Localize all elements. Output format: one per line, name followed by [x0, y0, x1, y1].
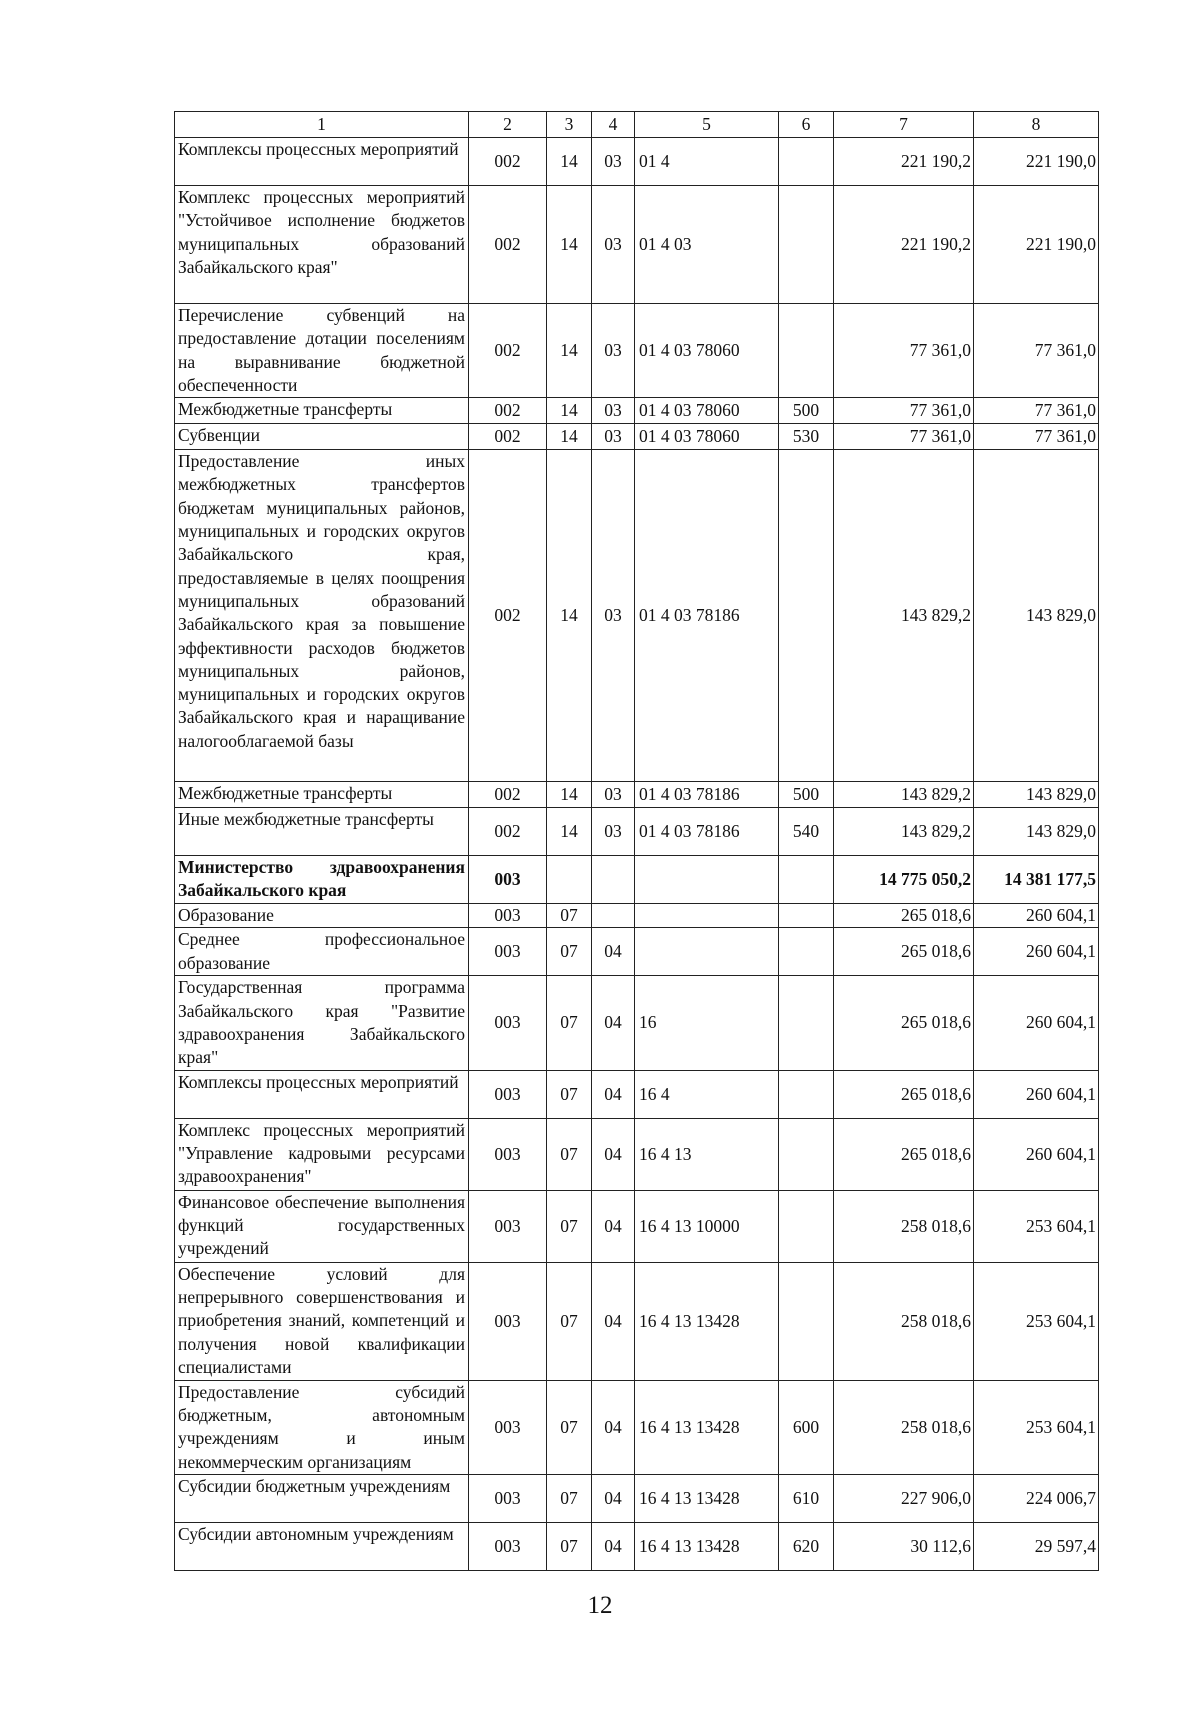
row-cell-4: 04: [592, 1522, 635, 1570]
row-cell-5: 01 4 03 78060: [635, 424, 779, 450]
row-cell-6: 530: [779, 424, 834, 450]
row-name-cell: Межбюджетные трансферты: [175, 782, 469, 808]
row-cell-8: 221 190,0: [974, 186, 1099, 304]
row-cell-8: 14 381 177,5: [974, 856, 1099, 904]
row-cell-6: [779, 450, 834, 782]
row-cell-7: 265 018,6: [834, 1070, 974, 1118]
row-cell-6: 500: [779, 782, 834, 808]
table-row: [175, 424, 1099, 450]
row-cell-7: 77 361,0: [834, 304, 974, 398]
row-cell-5: 01 4 03 78186: [635, 450, 779, 782]
row-cell-8: 260 604,1: [974, 1118, 1099, 1190]
row-cell-8: 253 604,1: [974, 1190, 1099, 1262]
row-cell-7: 77 361,0: [834, 424, 974, 450]
row-cell-5: 01 4 03 78060: [635, 398, 779, 424]
row-cell-3: 07: [547, 1474, 592, 1522]
row-cell-3: 07: [547, 1380, 592, 1474]
header-row: [175, 112, 1099, 138]
row-cell-8: 77 361,0: [974, 398, 1099, 424]
table-row: [175, 450, 1099, 782]
row-cell-8: 143 829,0: [974, 808, 1099, 856]
row-cell-2: 002: [469, 782, 547, 808]
row-cell-3: 14: [547, 450, 592, 782]
row-cell-7: 258 018,6: [834, 1380, 974, 1474]
row-cell-6: [779, 1262, 834, 1380]
row-cell-4: 03: [592, 186, 635, 304]
row-cell-2: 002: [469, 304, 547, 398]
row-name-cell: Субвенции: [175, 424, 469, 450]
row-cell-5: 01 4 03 78186: [635, 808, 779, 856]
row-cell-6: 610: [779, 1474, 834, 1522]
row-cell-5: 16 4 13 13428: [635, 1474, 779, 1522]
row-name-cell: Государственная программа Забайкальского края "Развитие здравоохранения Забайкальского края": [175, 976, 469, 1070]
row-cell-4: 03: [592, 304, 635, 398]
row-cell-3: 07: [547, 904, 592, 928]
row-cell-5: 16 4 13: [635, 1118, 779, 1190]
row-cell-6: [779, 1070, 834, 1118]
table-row: [175, 1474, 1099, 1522]
header-cell-4: 4: [592, 112, 635, 138]
row-cell-6: [779, 928, 834, 976]
row-cell-8: 224 006,7: [974, 1474, 1099, 1522]
row-cell-5: [635, 928, 779, 976]
row-cell-6: [779, 186, 834, 304]
table-row: [175, 138, 1099, 186]
row-cell-6: [779, 976, 834, 1070]
row-cell-7: 258 018,6: [834, 1262, 974, 1380]
row-cell-8: 221 190,0: [974, 138, 1099, 186]
row-cell-7: 258 018,6: [834, 1190, 974, 1262]
header-cell-2: 2: [469, 112, 547, 138]
row-cell-6: [779, 1190, 834, 1262]
row-cell-4: 04: [592, 1070, 635, 1118]
row-cell-3: 14: [547, 782, 592, 808]
header-cell-5: 5: [635, 112, 779, 138]
row-cell-2: 003: [469, 928, 547, 976]
row-cell-5: 01 4: [635, 138, 779, 186]
row-cell-6: [779, 856, 834, 904]
table-row: [175, 976, 1099, 1070]
row-name-cell: Предоставление субсидий бюджетным, автономным учреждениям и иным некоммерческим организациям: [175, 1380, 469, 1474]
table-row: [175, 304, 1099, 398]
row-cell-6: [779, 1118, 834, 1190]
row-cell-4: 04: [592, 1380, 635, 1474]
row-cell-2: 003: [469, 1070, 547, 1118]
row-cell-8: 260 604,1: [974, 1070, 1099, 1118]
row-cell-2: 003: [469, 1380, 547, 1474]
row-name-cell: Субсидии автономным учреждениям: [175, 1522, 469, 1570]
row-cell-3: 07: [547, 1070, 592, 1118]
table-row: [175, 1070, 1099, 1118]
table-row: [175, 1522, 1099, 1570]
row-cell-2: 003: [469, 976, 547, 1070]
table-row: [175, 928, 1099, 976]
row-cell-7: 265 018,6: [834, 1118, 974, 1190]
table-row: [175, 782, 1099, 808]
row-cell-8: 260 604,1: [974, 928, 1099, 976]
row-cell-8: 29 597,4: [974, 1522, 1099, 1570]
row-cell-2: 003: [469, 1190, 547, 1262]
table-row: [175, 1190, 1099, 1262]
row-cell-6: 620: [779, 1522, 834, 1570]
row-cell-4: 04: [592, 1474, 635, 1522]
row-cell-5: [635, 856, 779, 904]
row-cell-7: 265 018,6: [834, 976, 974, 1070]
header-cell-6: 6: [779, 112, 834, 138]
row-cell-3: 07: [547, 1118, 592, 1190]
row-name-cell: Комплекс процессных мероприятий "Устойчивое исполнение бюджетов муниципальных образований Забайкальского края": [175, 186, 469, 304]
row-name-cell: Комплекс процессных мероприятий "Управление кадровыми ресурсами здравоохранения": [175, 1118, 469, 1190]
row-name-cell: Среднее профессиональное образование: [175, 928, 469, 976]
row-cell-4: 04: [592, 1118, 635, 1190]
row-name-cell: Министерство здравоохранения Забайкальского края: [175, 856, 469, 904]
row-cell-2: 003: [469, 856, 547, 904]
row-cell-4: 03: [592, 424, 635, 450]
row-cell-3: 14: [547, 186, 592, 304]
row-cell-3: 07: [547, 1522, 592, 1570]
row-name-cell: Обеспечение условий для непрерывного совершенствования и приобретения знаний, компетенций и получения новой квалификации специалистами: [175, 1262, 469, 1380]
row-cell-3: 07: [547, 1262, 592, 1380]
row-cell-7: 143 829,2: [834, 808, 974, 856]
row-cell-2: 003: [469, 904, 547, 928]
row-cell-2: 002: [469, 138, 547, 186]
row-cell-3: 14: [547, 304, 592, 398]
header-cell-7: 7: [834, 112, 974, 138]
row-cell-4: 04: [592, 1262, 635, 1380]
row-cell-5: 16 4 13 10000: [635, 1190, 779, 1262]
row-cell-7: 265 018,6: [834, 928, 974, 976]
row-cell-2: 003: [469, 1118, 547, 1190]
table-row: [175, 1262, 1099, 1380]
table-row: [175, 1118, 1099, 1190]
row-cell-7: 221 190,2: [834, 186, 974, 304]
header-cell-3: 3: [547, 112, 592, 138]
row-name-cell: Комплексы процессных мероприятий: [175, 138, 469, 186]
row-cell-4: 04: [592, 976, 635, 1070]
row-cell-5: 01 4 03 78186: [635, 782, 779, 808]
row-cell-7: 143 829,2: [834, 782, 974, 808]
row-cell-3: [547, 856, 592, 904]
header-cell-8: 8: [974, 112, 1099, 138]
row-cell-3: 14: [547, 398, 592, 424]
row-name-cell: Финансовое обеспечение выполнения функций государственных учреждений: [175, 1190, 469, 1262]
row-name-cell: Субсидии бюджетным учреждениям: [175, 1474, 469, 1522]
row-cell-7: 77 361,0: [834, 398, 974, 424]
row-cell-8: 77 361,0: [974, 304, 1099, 398]
row-cell-2: 002: [469, 186, 547, 304]
row-cell-8: 253 604,1: [974, 1380, 1099, 1474]
row-name-cell: Перечисление субвенций на предоставление дотации поселениям на выравнивание бюджетной обеспеченности: [175, 304, 469, 398]
row-cell-6: [779, 138, 834, 186]
row-cell-7: 221 190,2: [834, 138, 974, 186]
row-cell-4: 03: [592, 808, 635, 856]
row-cell-8: 253 604,1: [974, 1262, 1099, 1380]
table-row: [175, 398, 1099, 424]
row-cell-8: 77 361,0: [974, 424, 1099, 450]
row-cell-5: 01 4 03: [635, 186, 779, 304]
table-row: [175, 1380, 1099, 1474]
table-row: [175, 856, 1099, 904]
row-cell-5: 16 4 13 13428: [635, 1522, 779, 1570]
table-row: [175, 904, 1099, 928]
row-cell-6: [779, 304, 834, 398]
row-cell-4: 03: [592, 450, 635, 782]
row-cell-4: 03: [592, 398, 635, 424]
row-cell-6: 500: [779, 398, 834, 424]
row-cell-4: 04: [592, 928, 635, 976]
row-cell-8: 143 829,0: [974, 782, 1099, 808]
row-cell-8: 260 604,1: [974, 976, 1099, 1070]
row-cell-5: 01 4 03 78060: [635, 304, 779, 398]
row-cell-2: 002: [469, 398, 547, 424]
table-row: [175, 808, 1099, 856]
row-name-cell: Комплексы процессных мероприятий: [175, 1070, 469, 1118]
header-cell-1: 1: [175, 112, 469, 138]
row-cell-3: 14: [547, 808, 592, 856]
row-cell-4: [592, 856, 635, 904]
row-cell-7: 265 018,6: [834, 904, 974, 928]
row-cell-6: 540: [779, 808, 834, 856]
row-cell-8: 260 604,1: [974, 904, 1099, 928]
row-cell-4: 04: [592, 1190, 635, 1262]
row-cell-4: [592, 904, 635, 928]
row-cell-2: 003: [469, 1262, 547, 1380]
row-cell-5: 16 4 13 13428: [635, 1262, 779, 1380]
row-name-cell: Предоставление иных межбюджетных трансфертов бюджетам муниципальных районов, муниципальных и городских округов Забайкальского края, предоставляемые в целях поощрения муниципальных образований Забайкальского края за повышение эффективности расходов бюджетов муниципальных районов, муниципальных и городских округов Забайкальского края и наращивание налогооблагаемой базы: [175, 450, 469, 782]
row-cell-3: 07: [547, 1190, 592, 1262]
page-number: 12: [587, 1592, 613, 1619]
row-cell-3: 14: [547, 424, 592, 450]
row-cell-2: 003: [469, 1474, 547, 1522]
row-name-cell: Межбюджетные трансферты: [175, 398, 469, 424]
row-cell-7: 30 112,6: [834, 1522, 974, 1570]
row-cell-5: 16 4 13 13428: [635, 1380, 779, 1474]
row-cell-2: 002: [469, 808, 547, 856]
row-cell-2: 002: [469, 450, 547, 782]
row-cell-2: 003: [469, 1522, 547, 1570]
row-cell-3: 07: [547, 928, 592, 976]
row-cell-3: 07: [547, 976, 592, 1070]
row-cell-7: 14 775 050,2: [834, 856, 974, 904]
budget-table: [174, 111, 1099, 1571]
row-name-cell: Образование: [175, 904, 469, 928]
row-cell-8: 143 829,0: [974, 450, 1099, 782]
row-cell-7: 227 906,0: [834, 1474, 974, 1522]
row-name-cell: Иные межбюджетные трансферты: [175, 808, 469, 856]
row-cell-4: 03: [592, 138, 635, 186]
row-cell-7: 143 829,2: [834, 450, 974, 782]
row-cell-5: 16 4: [635, 1070, 779, 1118]
row-cell-5: [635, 904, 779, 928]
row-cell-3: 14: [547, 138, 592, 186]
row-cell-5: 16: [635, 976, 779, 1070]
row-cell-2: 002: [469, 424, 547, 450]
row-cell-6: [779, 904, 834, 928]
table-body: [175, 112, 1099, 1571]
row-cell-4: 03: [592, 782, 635, 808]
table-row: [175, 186, 1099, 304]
row-cell-6: 600: [779, 1380, 834, 1474]
